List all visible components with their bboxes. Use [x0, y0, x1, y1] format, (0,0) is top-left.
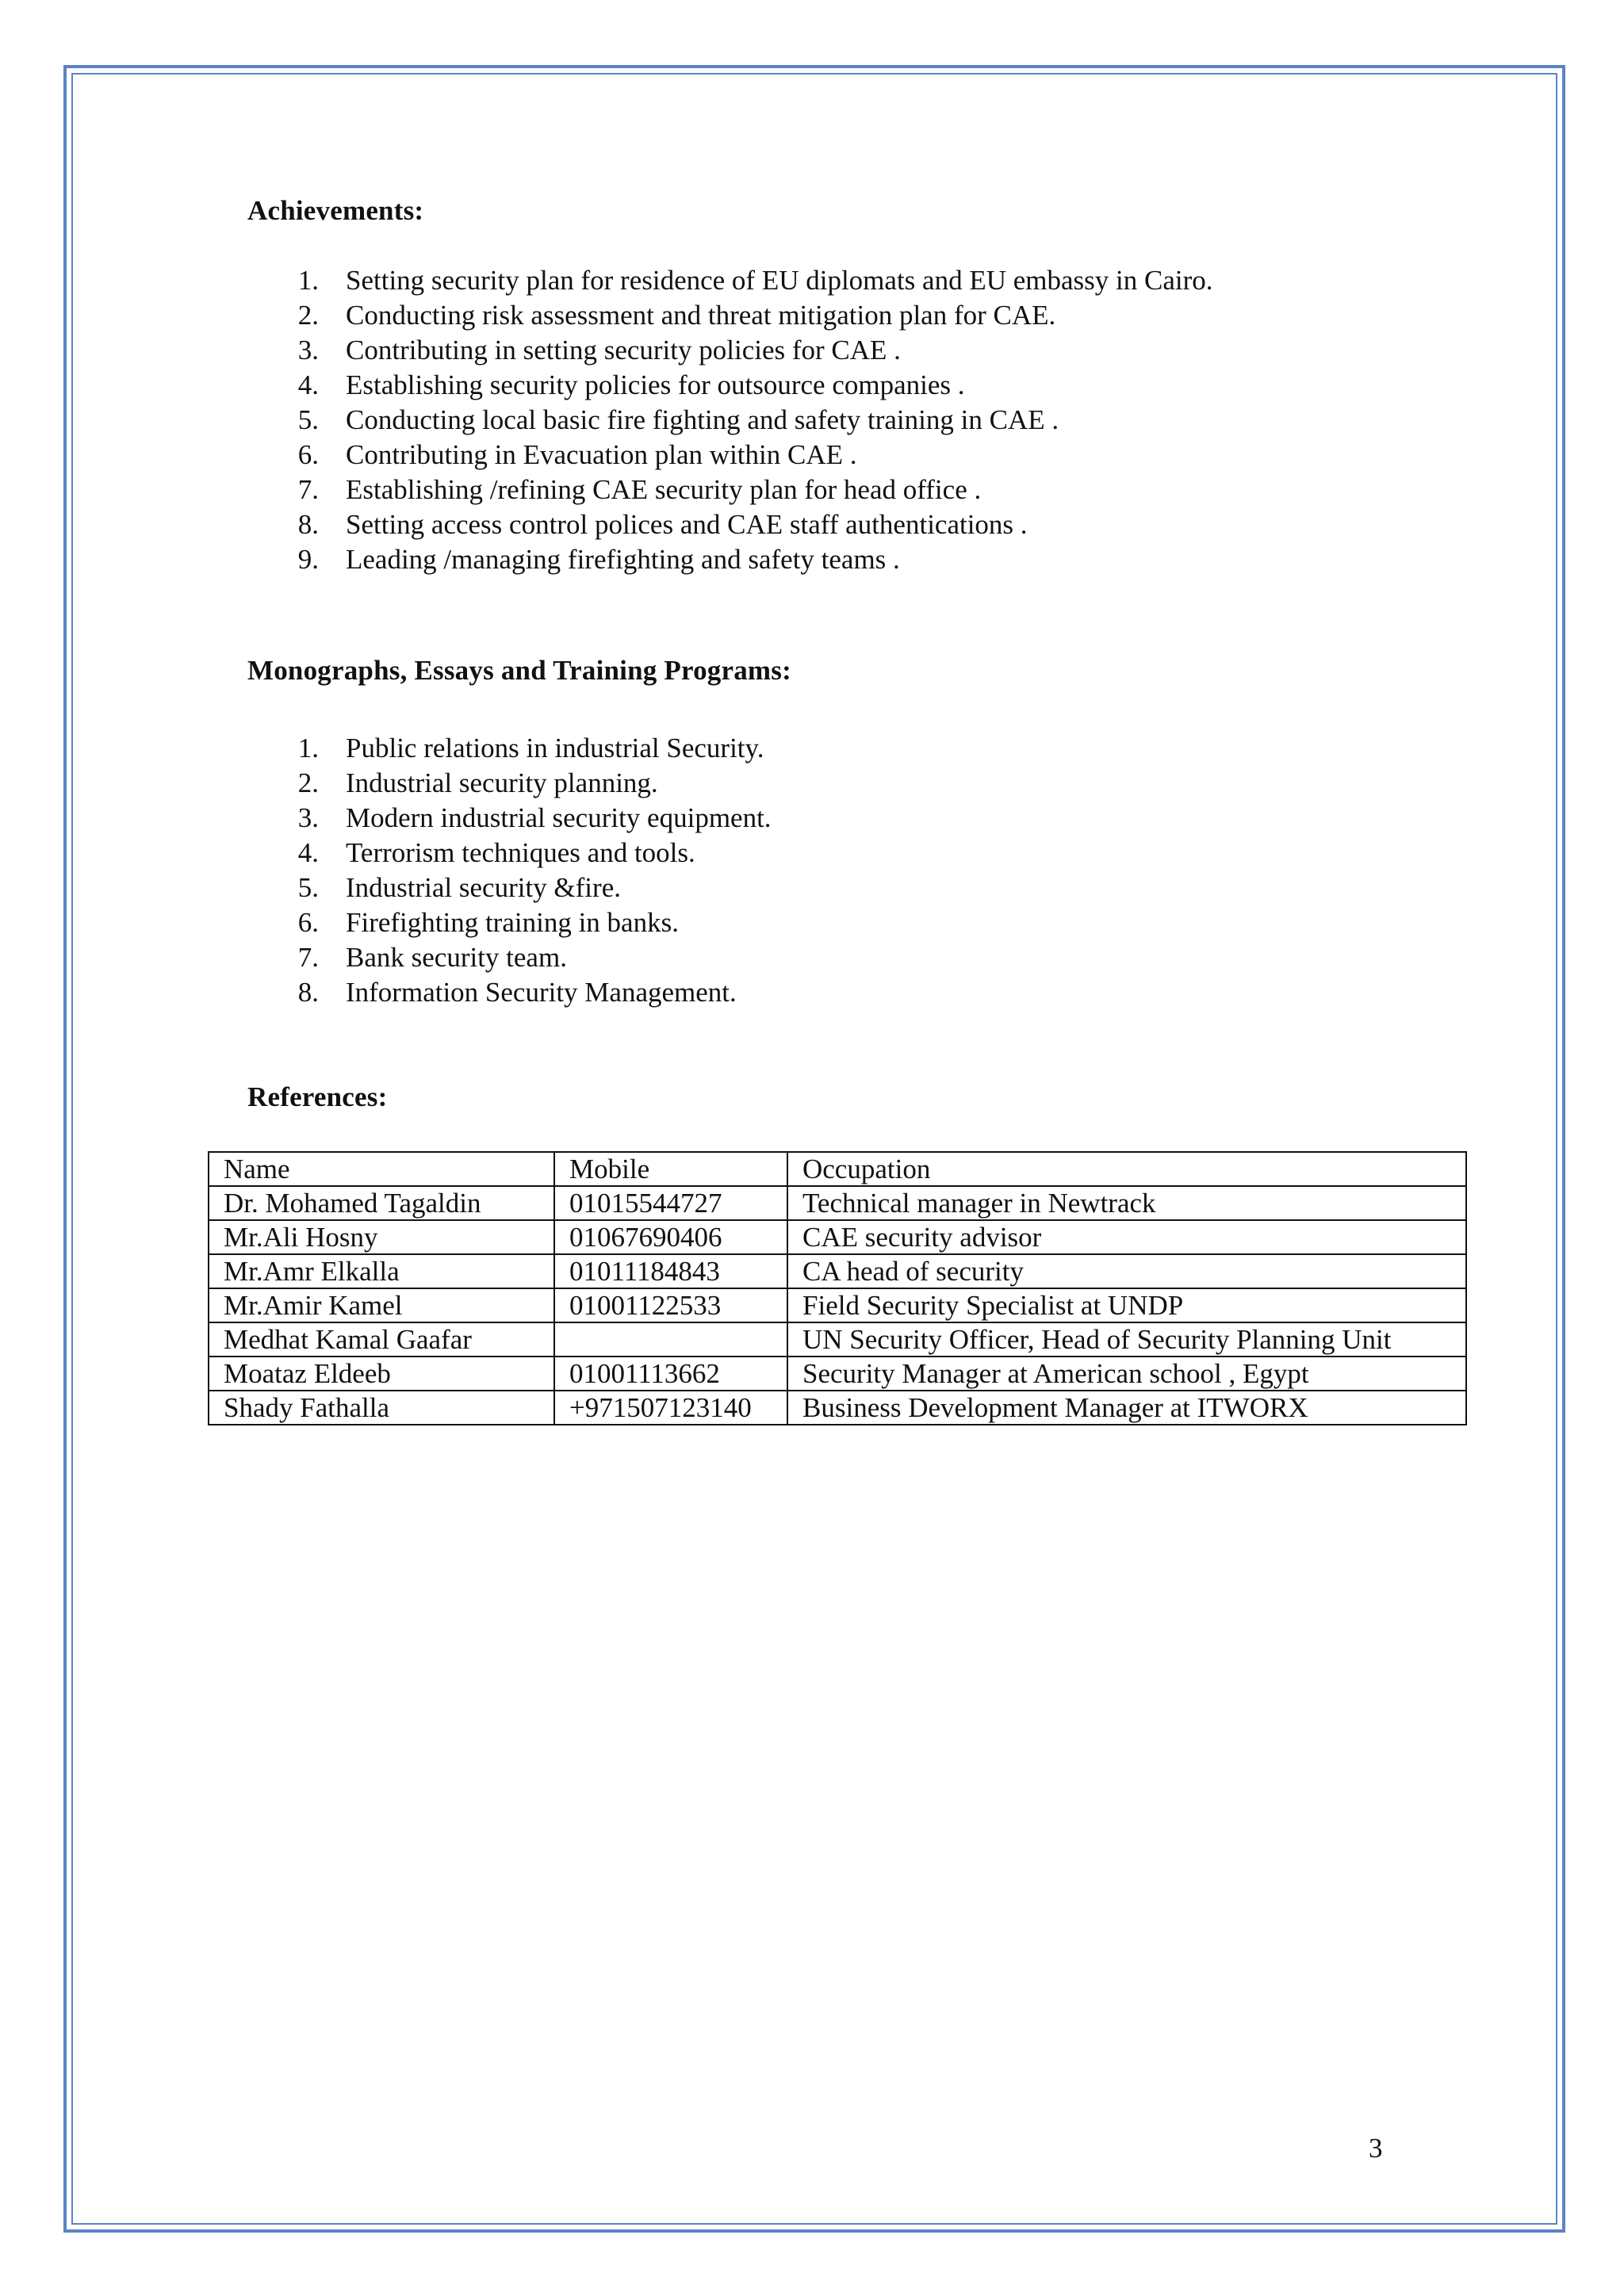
- list-item-number: 3.: [297, 335, 319, 365]
- reference-mobile: [554, 1322, 787, 1357]
- list-item-number: 8.: [297, 977, 319, 1008]
- reference-name: Medhat Kamal Gaafar: [209, 1322, 554, 1357]
- column-header-occupation: Occupation: [787, 1152, 1466, 1186]
- list-item-text: Industrial security &fire.: [346, 872, 621, 903]
- reference-occupation: Technical manager in Newtrack: [787, 1186, 1466, 1220]
- list-item-number: 7.: [297, 474, 319, 505]
- list-item-text: Setting security plan for residence of EU diplomats and EU embassy in Cairo.: [346, 265, 1213, 296]
- list-item-text: Conducting local basic fire fighting and safety training in CAE .: [346, 404, 1059, 435]
- reference-occupation: Business Development Manager at ITWORX: [787, 1391, 1466, 1425]
- list-item-text: Industrial security planning.: [346, 767, 658, 798]
- table-row: [209, 1391, 1466, 1425]
- reference-mobile: +971507123140: [554, 1391, 787, 1425]
- column-header-mobile: Mobile: [554, 1152, 787, 1186]
- reference-occupation: UN Security Officer, Head of Security Planning Unit: [787, 1322, 1466, 1357]
- monographs-heading: Monographs, Essays and Training Programs:: [247, 655, 791, 686]
- list-item-number: 9.: [297, 544, 319, 575]
- list-item-text: Leading /managing firefighting and safety teams .: [346, 544, 900, 575]
- column-header-name: Name: [209, 1152, 554, 1186]
- reference-mobile: 01001122533: [554, 1288, 787, 1322]
- table-row: [209, 1288, 1466, 1322]
- list-item-number: 4.: [297, 369, 319, 400]
- reference-occupation: Security Manager at American school , Egypt: [787, 1357, 1466, 1391]
- reference-name: Moataz Eldeeb: [209, 1357, 554, 1391]
- reference-mobile: 01001113662: [554, 1357, 787, 1391]
- achievements-heading: Achievements:: [247, 195, 424, 226]
- list-item-number: 4.: [297, 837, 319, 868]
- table-row: [209, 1357, 1466, 1391]
- list-item-number: 5.: [297, 872, 319, 903]
- reference-name: Shady Fathalla: [209, 1391, 554, 1425]
- list-item-number: 5.: [297, 404, 319, 435]
- list-item-text: Contributing in Evacuation plan within CAE .: [346, 439, 857, 470]
- table-row: [209, 1322, 1466, 1357]
- list-item-number: 3.: [297, 802, 319, 833]
- list-item-text: Information Security Management.: [346, 977, 737, 1008]
- page-number: 3: [1369, 2133, 1383, 2164]
- table-row: [209, 1186, 1466, 1220]
- list-item-text: Public relations in industrial Security.: [346, 733, 764, 763]
- table-row: [209, 1220, 1466, 1254]
- list-item-number: 2.: [297, 300, 319, 331]
- list-item-number: 7.: [297, 942, 319, 973]
- list-item-number: 1.: [297, 733, 319, 763]
- reference-name: Dr. Mohamed Tagaldin: [209, 1186, 554, 1220]
- reference-occupation: CAE security advisor: [787, 1220, 1466, 1254]
- reference-name: Mr.Amir Kamel: [209, 1288, 554, 1322]
- list-item-text: Setting access control polices and CAE staff authentications .: [346, 509, 1028, 540]
- references-table: [208, 1151, 1467, 1425]
- list-item-text: Establishing security policies for outsource companies .: [346, 369, 965, 400]
- reference-occupation: CA head of security: [787, 1254, 1466, 1288]
- table-row: [209, 1254, 1466, 1288]
- table-header-row: [209, 1152, 1466, 1186]
- reference-mobile: 01015544727: [554, 1186, 787, 1220]
- list-item-number: 6.: [297, 907, 319, 938]
- list-item-number: 1.: [297, 265, 319, 296]
- list-item-number: 8.: [297, 509, 319, 540]
- list-item-text: Conducting risk assessment and threat mitigation plan for CAE.: [346, 300, 1056, 331]
- references-heading: References:: [247, 1081, 388, 1112]
- reference-name: Mr.Amr Elkalla: [209, 1254, 554, 1288]
- list-item-text: Modern industrial security equipment.: [346, 802, 772, 833]
- reference-occupation: Field Security Specialist at UNDP: [787, 1288, 1466, 1322]
- list-item-text: Contributing in setting security policies for CAE .: [346, 335, 901, 365]
- list-item-text: Terrorism techniques and tools.: [346, 837, 695, 868]
- list-item-number: 6.: [297, 439, 319, 470]
- list-item-text: Firefighting training in banks.: [346, 907, 679, 938]
- reference-mobile: 01067690406: [554, 1220, 787, 1254]
- list-item-number: 2.: [297, 767, 319, 798]
- reference-name: Mr.Ali Hosny: [209, 1220, 554, 1254]
- reference-mobile: 01011184843: [554, 1254, 787, 1288]
- list-item-text: Establishing /refining CAE security plan for head office .: [346, 474, 982, 505]
- list-item-text: Bank security team.: [346, 942, 567, 973]
